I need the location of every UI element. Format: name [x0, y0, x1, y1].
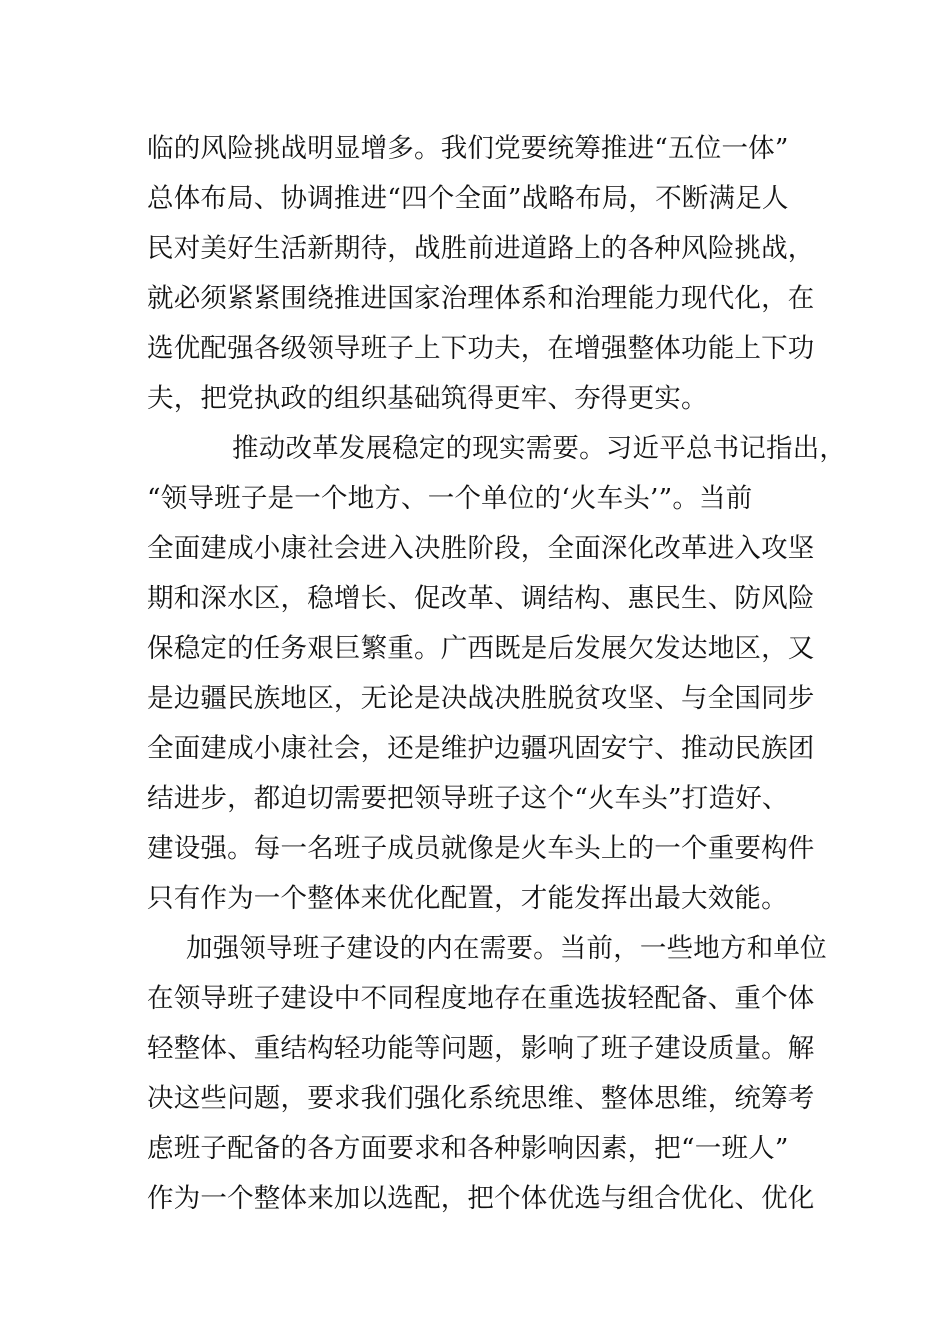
paragraph-2-line-4: 期和深水区，稳增长、促改革、调结构、惠民生、防风险	[147, 583, 815, 614]
paragraph-2-line-9: 建设强。每一名班子成员就像是火车头上的一个重要构件	[147, 833, 815, 864]
paragraph-1-line-1: 临的风险挑战明显增多。我们党要统筹推进“五位一体”	[147, 133, 789, 164]
paragraph-1-line-2: 总体布局、协调推进“四个全面”战略布局，不断满足人	[147, 183, 789, 214]
paragraph-2-line-7: 全面建成小康社会，还是维护边疆巩固安宁、推动民族团	[147, 733, 815, 764]
paragraph-2-line-8: 结进步，都迫切需要把领导班子这个“火车头”打造好、	[147, 783, 789, 814]
paragraph-3-line-3: 轻整体、重结构轻功能等问题，影响了班子建设质量。解	[147, 1033, 815, 1064]
paragraph-3-line-4: 决这些问题，要求我们强化系统思维、整体思维，统筹考	[147, 1083, 815, 1114]
paragraph-1-line-4: 就必须紧紧围绕推进国家治理体系和治理能力现代化，在	[147, 283, 815, 314]
paragraph-2-line-5: 保稳定的任务艰巨繁重。广西既是后发展欠发达地区，又	[147, 633, 815, 664]
paragraph-2-line-1: 推动改革发展稳定的现实需要。习近平总书记指出，	[232, 433, 847, 464]
paragraph-3-line-5: 虑班子配备的各方面要求和各种影响因素，把“一班人”	[147, 1133, 789, 1164]
paragraph-2-line-6: 是边疆民族地区，无论是决战决胜脱贫攻坚、与全国同步	[147, 683, 815, 714]
paragraph-3-line-2: 在领导班子建设中不同程度地存在重选拔轻配备、重个体	[147, 983, 815, 1014]
paragraph-1-line-6: 夫，把党执政的组织基础筑得更牢、夯得更实。	[147, 383, 708, 414]
paragraph-1-line-3: 民对美好生活新期待，战胜前进道路上的各种风险挑战，	[147, 233, 815, 264]
paragraph-2-line-3: 全面建成小康社会进入决胜阶段，全面深化改革进入攻坚	[147, 533, 815, 564]
paragraph-2-line-2: “领导班子是一个地方、一个单位的‘火车头’”。当前	[147, 483, 753, 514]
paragraph-1-line-5: 选优配强各级领导班子上下功夫，在增强整体功能上下功	[147, 333, 815, 364]
paragraph-3-line-6: 作为一个整体来加以选配，把个体优选与组合优化、优化	[147, 1183, 815, 1214]
paragraph-2-line-10: 只有作为一个整体来优化配置，才能发挥出最大效能。	[147, 883, 788, 914]
paragraph-3-line-1: 加强领导班子建设的内在需要。当前，一些地方和单位	[186, 933, 827, 964]
